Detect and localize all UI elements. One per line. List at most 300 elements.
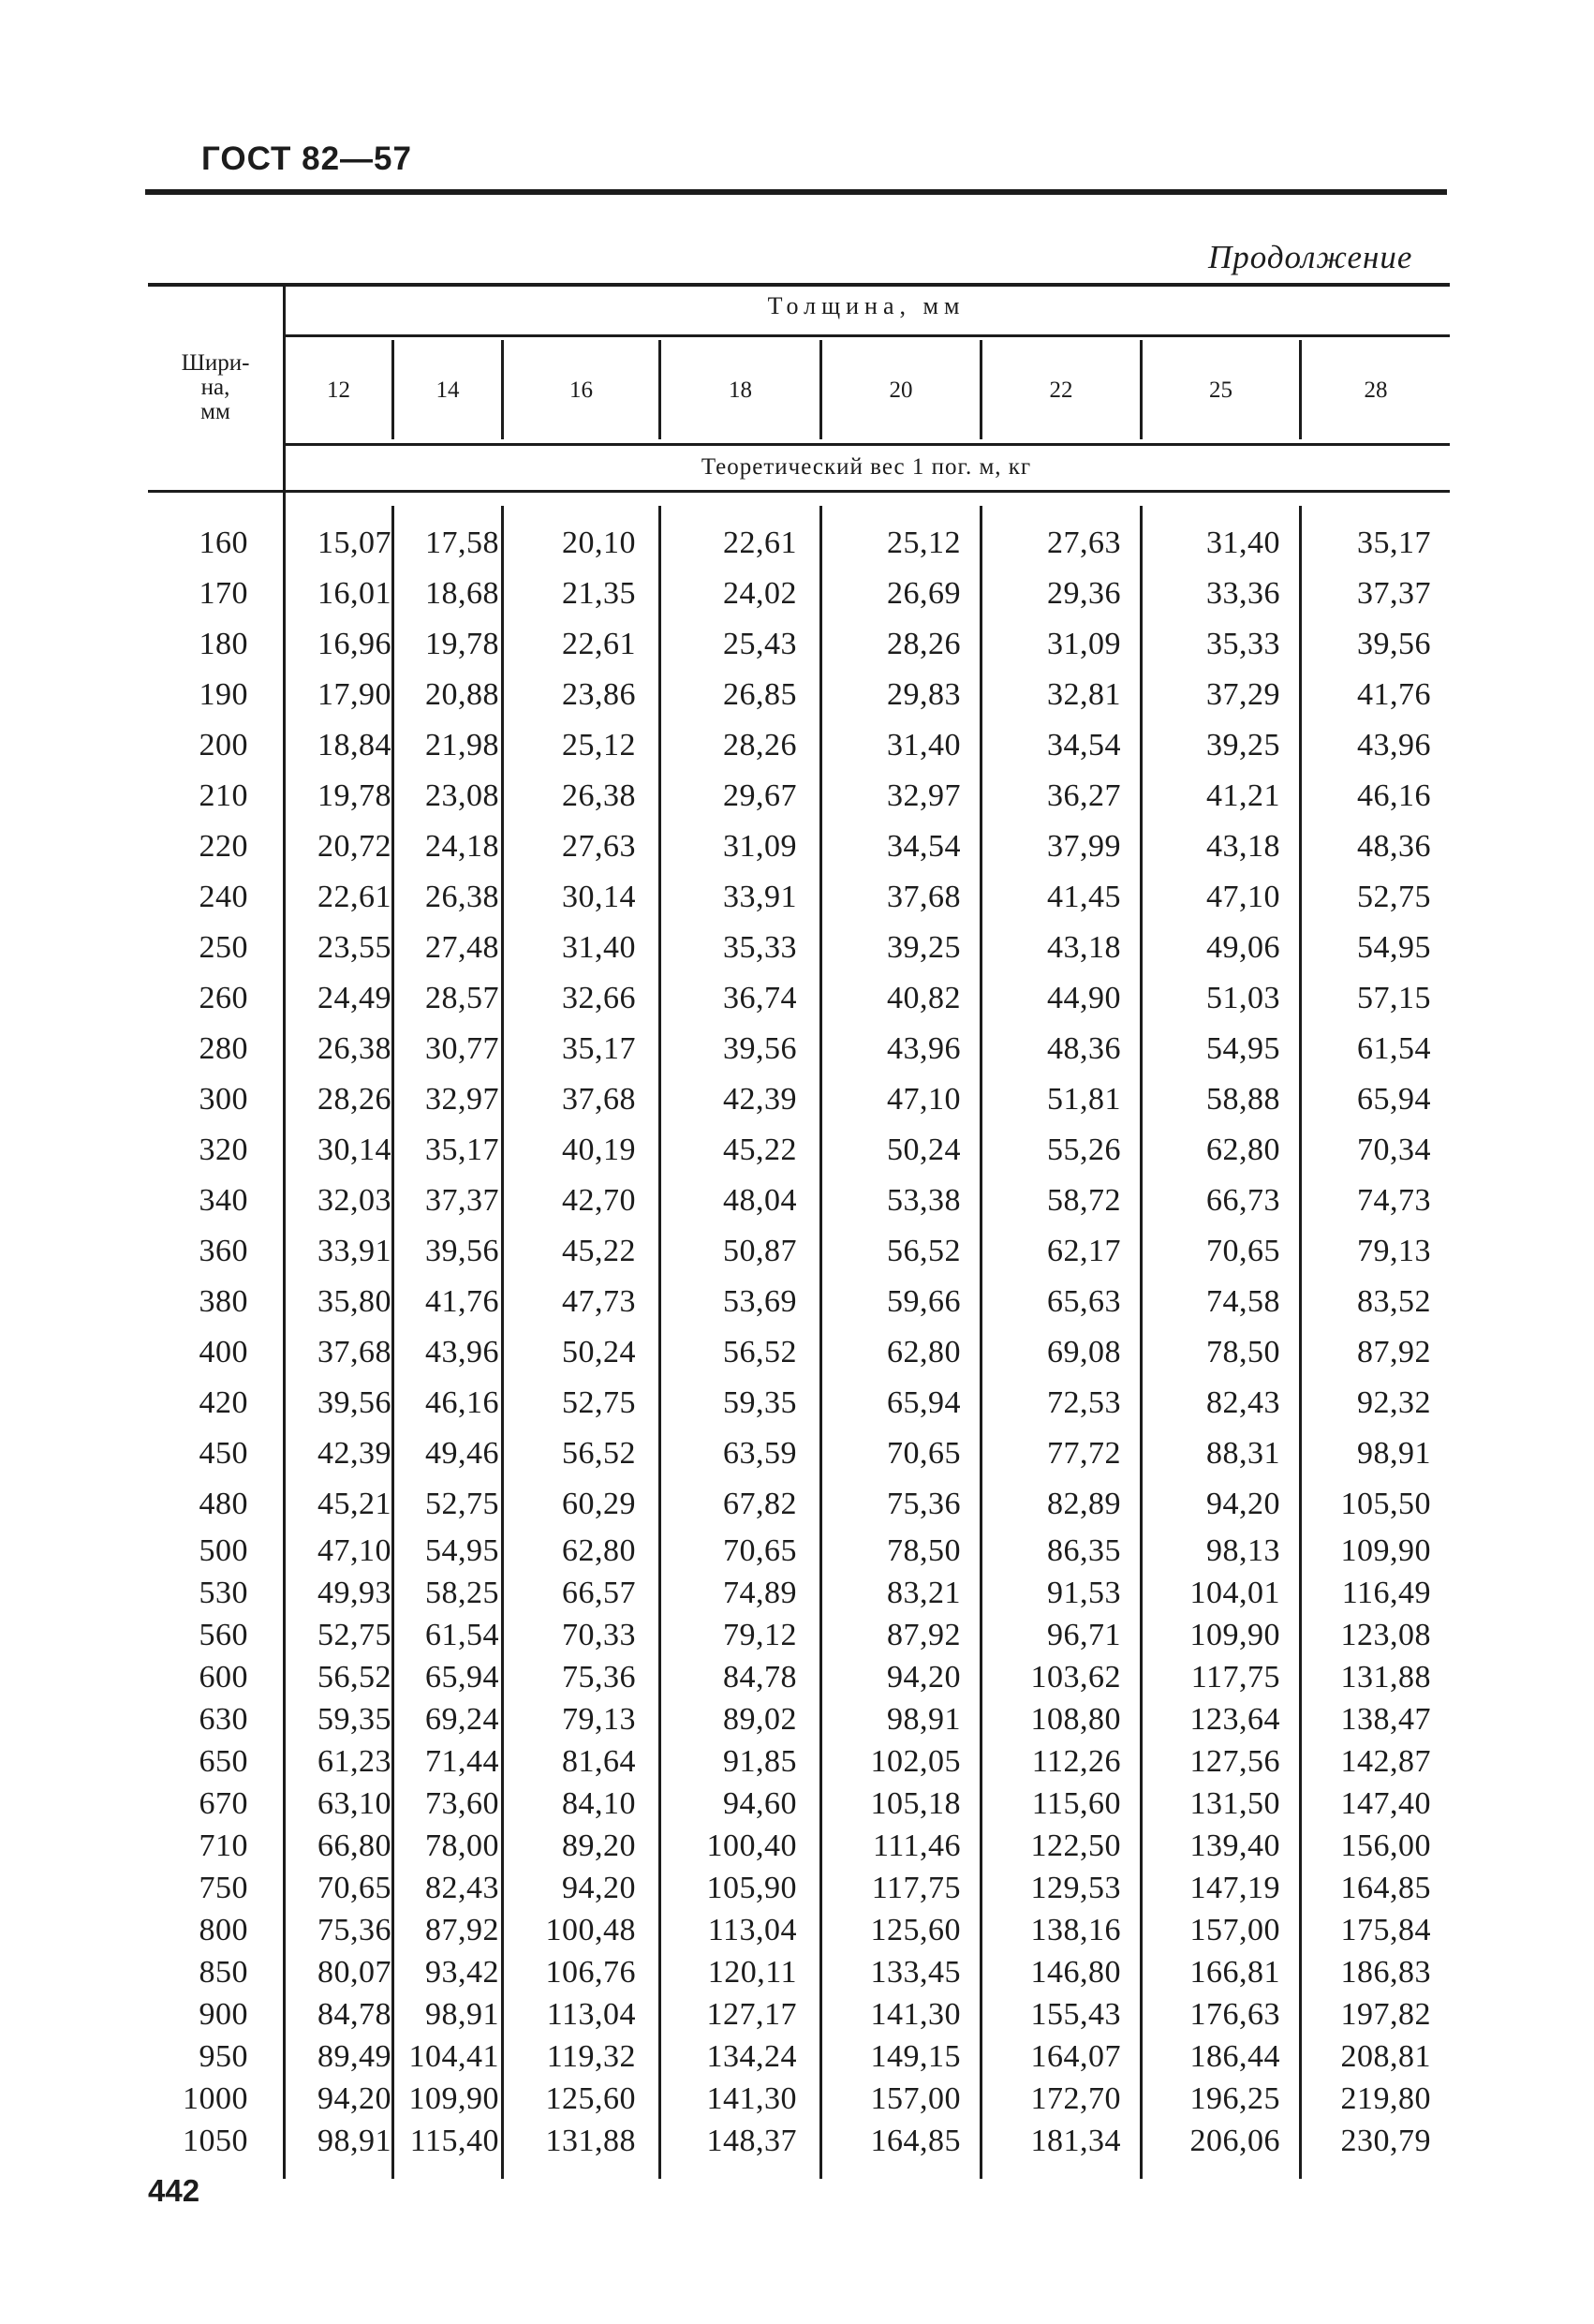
weight-cell: 59,35 (723, 1385, 797, 1420)
weight-cell: 63,10 (317, 1786, 391, 1821)
weight-cell: 29,36 (1047, 576, 1121, 611)
table-row (0, 1327, 1594, 1378)
weight-cell: 28,26 (723, 728, 797, 762)
weight-cell: 74,89 (723, 1576, 797, 1610)
thickness-header: Толщина, мм (767, 292, 966, 319)
weight-cell: 51,03 (1206, 981, 1280, 1015)
weight-cell: 28,57 (425, 981, 499, 1015)
weight-cell: 166,81 (1189, 1955, 1280, 1990)
weight-cell: 93,42 (425, 1955, 499, 1990)
weight-cell: 65,63 (1047, 1284, 1121, 1319)
weight-cell: 84,10 (562, 1786, 636, 1821)
table-row (0, 1226, 1594, 1277)
weight-cell: 72,53 (1047, 1385, 1121, 1420)
weight-cell: 26,69 (887, 576, 961, 611)
column-divider (1140, 340, 1143, 439)
width-cell: 1000 (183, 2081, 248, 2116)
weight-cell: 53,69 (723, 1284, 797, 1319)
width-cell: 360 (199, 1234, 248, 1268)
weight-cell: 35,17 (562, 1031, 636, 1066)
table-row (0, 720, 1594, 771)
table-row (0, 1614, 1594, 1656)
weight-cell: 45,21 (317, 1487, 391, 1521)
page-number: 442 (148, 2173, 200, 2208)
weight-cell: 22,61 (562, 627, 636, 661)
weight-cell: 94,60 (723, 1786, 797, 1821)
weight-cell: 186,83 (1340, 1955, 1431, 1990)
width-cell: 160 (199, 525, 248, 560)
weight-cell: 94,20 (1206, 1487, 1280, 1521)
weight-cell: 30,77 (425, 1031, 499, 1066)
header-bottom-rule (148, 490, 1450, 493)
weight-cell: 43,18 (1047, 930, 1121, 965)
weight-cell: 22,61 (317, 880, 391, 914)
weight-cell: 28,26 (317, 1082, 391, 1117)
width-cell: 170 (199, 576, 248, 611)
weight-cell: 23,86 (562, 677, 636, 712)
weight-cell: 70,65 (887, 1436, 961, 1471)
weight-cell: 70,34 (1357, 1132, 1431, 1167)
weight-cell: 37,37 (425, 1183, 499, 1218)
weight-cell: 32,97 (887, 778, 961, 813)
weight-cell: 63,59 (723, 1436, 797, 1471)
weight-cell: 115,60 (1031, 1786, 1121, 1821)
weight-cell: 125,60 (870, 1913, 961, 1947)
weight-cell: 75,36 (317, 1913, 391, 1947)
weight-cell: 39,25 (887, 930, 961, 965)
weight-cell: 35,80 (317, 1284, 391, 1319)
weight-cell: 33,91 (317, 1234, 391, 1268)
weight-cell: 50,87 (723, 1234, 797, 1268)
thickness-value-header: 18 (729, 377, 752, 403)
column-divider (391, 340, 394, 439)
weight-cell: 100,40 (706, 1828, 797, 1863)
table-row (0, 1825, 1594, 1867)
weight-cell: 78,50 (1206, 1335, 1280, 1369)
weight-cell: 88,31 (1206, 1436, 1280, 1471)
weight-cell: 139,40 (1189, 1828, 1280, 1863)
weight-cell: 26,38 (425, 880, 499, 914)
weight-cell: 91,53 (1047, 1576, 1121, 1610)
weight-cell: 98,91 (1357, 1436, 1431, 1471)
weight-cell: 31,09 (723, 829, 797, 864)
weight-cell: 65,94 (887, 1385, 961, 1420)
weight-cell: 80,07 (317, 1955, 391, 1990)
weight-cell: 98,91 (887, 1702, 961, 1737)
weight-cell: 123,08 (1340, 1618, 1431, 1652)
table-row (0, 822, 1594, 872)
table-row (0, 1993, 1594, 2035)
weight-cell: 56,52 (723, 1335, 797, 1369)
weight-cell: 181,34 (1030, 2124, 1121, 2158)
weight-cell: 52,75 (425, 1487, 499, 1521)
weight-cell: 40,82 (887, 981, 961, 1015)
weight-cell: 103,62 (1030, 1660, 1121, 1695)
table-row (0, 1740, 1594, 1783)
weight-cell: 37,68 (887, 880, 961, 914)
weight-cell: 55,26 (1047, 1132, 1121, 1167)
weight-cell: 37,37 (1357, 576, 1431, 611)
weight-cell: 26,85 (723, 677, 797, 712)
weight-cell: 87,92 (1357, 1335, 1431, 1369)
table-row (0, 1176, 1594, 1226)
weight-cell: 32,81 (1047, 677, 1121, 712)
width-cell: 560 (199, 1618, 248, 1652)
weight-cell: 49,06 (1206, 930, 1280, 965)
weight-cell: 48,36 (1357, 829, 1431, 864)
weight-cell: 164,07 (1030, 2039, 1121, 2074)
weight-cell: 122,50 (1030, 1828, 1121, 1863)
weight-cell: 109,90 (1189, 1618, 1280, 1652)
weight-cell: 94,20 (887, 1660, 961, 1695)
weight-cell: 42,70 (562, 1183, 636, 1218)
weight-cell: 56,52 (317, 1660, 391, 1695)
weight-cell: 133,45 (870, 1955, 961, 1990)
weight-cell: 141,30 (870, 1997, 961, 2032)
weight-cell: 57,15 (1357, 981, 1431, 1015)
weight-cell: 50,24 (887, 1132, 961, 1167)
weight-cell: 84,78 (317, 1997, 391, 2032)
weight-cell: 47,73 (562, 1284, 636, 1319)
weight-cell: 32,03 (317, 1183, 391, 1218)
weight-cell: 53,38 (887, 1183, 961, 1218)
weight-cell: 134,24 (706, 2039, 797, 2074)
weight-cell: 102,05 (870, 1744, 961, 1779)
weight-cell: 69,24 (425, 1702, 499, 1737)
weight-cell: 77,72 (1047, 1436, 1121, 1471)
table-row (0, 1783, 1594, 1825)
weight-cell: 49,93 (317, 1576, 391, 1610)
width-cell: 190 (199, 677, 248, 712)
thickness-value-header: 28 (1364, 377, 1388, 403)
weight-cell: 104,41 (408, 2039, 499, 2074)
table-row (0, 1951, 1594, 1993)
table-row (0, 1909, 1594, 1951)
weight-cell: 157,00 (870, 2081, 961, 2116)
weight-cell: 48,36 (1047, 1031, 1121, 1066)
weight-cell: 25,12 (887, 525, 961, 560)
width-cell: 400 (199, 1335, 248, 1369)
table-row (0, 1572, 1594, 1614)
weight-cell: 172,70 (1030, 2081, 1121, 2116)
weight-cell: 24,49 (317, 981, 391, 1015)
weight-cell: 54,95 (1206, 1031, 1280, 1066)
weight-cell: 94,20 (562, 1871, 636, 1905)
width-cell: 260 (199, 981, 248, 1015)
weight-cell: 91,85 (723, 1744, 797, 1779)
weight-cell: 106,76 (545, 1955, 636, 1990)
weight-cell: 74,58 (1206, 1284, 1280, 1319)
table-row (0, 1479, 1594, 1530)
weight-cell: 49,46 (425, 1436, 499, 1471)
width-cell: 210 (199, 778, 248, 813)
weight-cell: 123,64 (1189, 1702, 1280, 1737)
weight-cell: 82,89 (1047, 1487, 1121, 1521)
weight-cell: 30,14 (562, 880, 636, 914)
thickness-value-header: 25 (1209, 377, 1232, 403)
width-column-header (150, 351, 281, 424)
weight-cell: 105,50 (1340, 1487, 1431, 1521)
width-cell: 1050 (183, 2124, 248, 2158)
weight-cell: 206,06 (1189, 2124, 1280, 2158)
weight-cell: 219,80 (1340, 2081, 1431, 2116)
width-cell: 600 (199, 1660, 248, 1695)
weight-cell: 46,16 (425, 1385, 499, 1420)
weight-cell: 196,25 (1189, 2081, 1280, 2116)
weight-cell: 18,84 (317, 728, 391, 762)
weight-cell: 96,71 (1047, 1618, 1121, 1652)
table-top-rule (148, 283, 1450, 287)
width-cell: 200 (199, 728, 248, 762)
width-cell: 250 (199, 930, 248, 965)
title-rule (145, 189, 1447, 195)
weight-cell: 84,78 (723, 1660, 797, 1695)
weight-cell: 120,11 (707, 1955, 797, 1990)
width-cell: 630 (199, 1702, 248, 1737)
width-cell: 480 (199, 1487, 248, 1521)
weight-cell: 23,55 (317, 930, 391, 965)
weight-cell: 16,01 (317, 576, 391, 611)
table-row (0, 923, 1594, 973)
weight-cell: 23,08 (425, 778, 499, 813)
weight-cell: 54,95 (425, 1533, 499, 1568)
weight-cell: 62,17 (1047, 1234, 1121, 1268)
weight-cell: 42,39 (317, 1436, 391, 1471)
width-cell: 220 (199, 829, 248, 864)
table-row (0, 569, 1594, 619)
weight-cell: 35,33 (1206, 627, 1280, 661)
weight-cell: 89,02 (723, 1702, 797, 1737)
weight-cell: 78,00 (425, 1828, 499, 1863)
width-cell: 320 (199, 1132, 248, 1167)
weight-cell: 155,43 (1030, 1997, 1121, 2032)
width-cell: 280 (199, 1031, 248, 1066)
weight-cell: 142,87 (1340, 1744, 1431, 1779)
weight-cell: 54,95 (1357, 930, 1431, 965)
weight-cell: 39,56 (317, 1385, 391, 1420)
thickness-header-rule (286, 334, 1450, 337)
weight-cell: 71,44 (425, 1744, 499, 1779)
weight-cell: 33,36 (1206, 576, 1280, 611)
weight-cell: 127,17 (706, 1997, 797, 2032)
weight-cell: 21,98 (425, 728, 499, 762)
weight-cell: 32,97 (425, 1082, 499, 1117)
weight-cell: 125,60 (545, 2081, 636, 2116)
width-header-line: мм (200, 399, 230, 424)
weight-cell: 41,21 (1206, 778, 1280, 813)
weight-cell: 29,67 (723, 778, 797, 813)
weight-cell: 19,78 (425, 627, 499, 661)
weight-cell: 100,48 (545, 1913, 636, 1947)
weight-cell: 34,54 (887, 829, 961, 864)
weight-cell: 35,17 (1357, 525, 1431, 560)
weight-cell: 39,56 (1357, 627, 1431, 661)
weight-cell: 112,26 (1031, 1744, 1121, 1779)
weight-cell: 175,84 (1340, 1913, 1431, 1947)
weight-cell: 39,56 (723, 1031, 797, 1066)
width-cell: 900 (199, 1997, 248, 2032)
weight-cell: 86,35 (1047, 1533, 1121, 1568)
weight-cell: 117,75 (1190, 1660, 1280, 1695)
width-cell: 800 (199, 1913, 248, 1947)
weight-cell: 35,33 (723, 930, 797, 965)
width-cell: 850 (199, 1955, 248, 1990)
weight-cell: 89,49 (317, 2039, 391, 2074)
column-divider (658, 340, 661, 439)
weight-cell: 66,80 (317, 1828, 391, 1863)
weight-cell: 157,00 (1189, 1913, 1280, 1947)
weight-cell: 52,75 (317, 1618, 391, 1652)
weight-cell: 75,36 (887, 1487, 961, 1521)
weight-cell: 52,75 (1357, 880, 1431, 914)
weight-cell: 15,07 (317, 525, 391, 560)
weight-cell: 28,26 (887, 627, 961, 661)
weight-cell: 98,13 (1206, 1533, 1280, 1568)
weight-cell: 31,09 (1047, 627, 1121, 661)
weight-cell: 20,88 (425, 677, 499, 712)
weight-cell: 79,12 (723, 1618, 797, 1652)
weight-cell: 186,44 (1189, 2039, 1280, 2074)
thickness-value-header: 22 (1049, 377, 1073, 403)
weight-cell: 61,54 (425, 1618, 499, 1652)
weight-cell: 32,66 (562, 981, 636, 1015)
weight-cell: 129,53 (1030, 1871, 1121, 1905)
weight-cell: 197,82 (1340, 1997, 1431, 2032)
weight-cell: 18,68 (425, 576, 499, 611)
weight-cell: 56,52 (562, 1436, 636, 1471)
weight-cell: 47,10 (1206, 880, 1280, 914)
width-cell: 380 (199, 1284, 248, 1319)
weight-cell: 58,88 (1206, 1082, 1280, 1117)
weight-cell: 17,90 (317, 677, 391, 712)
table-row (0, 1024, 1594, 1074)
weight-cell: 131,88 (1340, 1660, 1431, 1695)
weight-cell: 31,40 (562, 930, 636, 965)
column-divider (980, 340, 982, 439)
weight-cell: 59,35 (317, 1702, 391, 1737)
weight-cell: 82,43 (425, 1871, 499, 1905)
weight-cell: 21,35 (562, 576, 636, 611)
weight-cell: 208,81 (1340, 2039, 1431, 2074)
weight-cell: 44,90 (1047, 981, 1121, 1015)
weight-cell: 83,21 (887, 1576, 961, 1610)
weight-cell: 82,43 (1206, 1385, 1280, 1420)
weight-cell: 87,92 (887, 1618, 961, 1652)
weight-cell: 147,40 (1340, 1786, 1431, 1821)
weight-cell: 22,61 (723, 525, 797, 560)
weight-cell: 61,54 (1357, 1031, 1431, 1066)
weight-cell: 35,17 (425, 1132, 499, 1167)
width-cell: 650 (199, 1744, 248, 1779)
width-cell: 450 (199, 1436, 248, 1471)
width-cell: 240 (199, 880, 248, 914)
weight-cell: 147,19 (1189, 1871, 1280, 1905)
weight-cell: 62,80 (562, 1533, 636, 1568)
weight-header-rule (286, 443, 1450, 446)
weight-cell: 69,08 (1047, 1335, 1121, 1369)
weight-cell: 50,24 (562, 1335, 636, 1369)
document-title: ГОСТ 82—57 (201, 141, 412, 177)
weight-cell: 156,00 (1340, 1828, 1431, 1863)
weight-cell: 65,94 (425, 1660, 499, 1695)
width-cell: 300 (199, 1082, 248, 1117)
weight-cell: 17,58 (425, 525, 499, 560)
weight-cell: 92,32 (1357, 1385, 1431, 1420)
weight-cell: 131,88 (545, 2124, 636, 2158)
weight-cell: 83,52 (1357, 1284, 1431, 1319)
weight-cell: 40,19 (562, 1132, 636, 1167)
weight-cell: 43,96 (1357, 728, 1431, 762)
weight-cell: 41,76 (425, 1284, 499, 1319)
table-row (0, 670, 1594, 720)
table-row (0, 1530, 1594, 1572)
weight-cell: 70,65 (317, 1871, 391, 1905)
weight-cell: 25,43 (723, 627, 797, 661)
weight-cell: 230,79 (1340, 2124, 1431, 2158)
weight-cell: 164,85 (870, 2124, 961, 2158)
weight-cell: 67,82 (723, 1487, 797, 1521)
weight-cell: 19,78 (317, 778, 391, 813)
weight-cell: 27,63 (1047, 525, 1121, 560)
weight-cell: 58,72 (1047, 1183, 1121, 1218)
weight-cell: 47,10 (887, 1082, 961, 1117)
weight-cell: 105,90 (706, 1871, 797, 1905)
table-row (0, 1656, 1594, 1698)
weight-cell: 27,63 (562, 829, 636, 864)
weight-cell: 24,02 (723, 576, 797, 611)
table-row (0, 2078, 1594, 2120)
weight-cell: 34,54 (1047, 728, 1121, 762)
table-row (0, 1125, 1594, 1176)
weight-cell: 43,96 (425, 1335, 499, 1369)
weight-cell: 87,92 (425, 1913, 499, 1947)
weight-cell: 104,01 (1189, 1576, 1280, 1610)
table-row (0, 1378, 1594, 1428)
weight-cell: 31,40 (1206, 525, 1280, 560)
weight-cell: 138,16 (1030, 1913, 1121, 1947)
weight-cell: 109,90 (1340, 1533, 1431, 1568)
width-cell: 340 (199, 1183, 248, 1218)
weight-cell: 43,18 (1206, 829, 1280, 864)
width-cell: 950 (199, 2039, 248, 2074)
weight-cell: 29,83 (887, 677, 961, 712)
weight-cell: 59,66 (887, 1284, 961, 1319)
weight-cell: 98,91 (317, 2124, 391, 2158)
weight-cell: 27,48 (425, 930, 499, 965)
width-cell: 180 (199, 627, 248, 661)
weight-cell: 149,15 (870, 2039, 961, 2074)
weight-cell: 70,65 (1206, 1234, 1280, 1268)
weight-cell: 89,20 (562, 1828, 636, 1863)
weight-cell: 164,85 (1340, 1871, 1431, 1905)
weight-cell: 41,76 (1357, 677, 1431, 712)
width-cell: 670 (199, 1786, 248, 1821)
weight-cell: 79,13 (562, 1702, 636, 1737)
thickness-value-header: 20 (889, 377, 913, 403)
weight-cell: 98,91 (425, 1997, 499, 2032)
weight-cell: 70,33 (562, 1618, 636, 1652)
weight-cell: 20,10 (562, 525, 636, 560)
table-row (0, 872, 1594, 923)
weight-cell: 138,47 (1340, 1702, 1431, 1737)
thickness-value-header: 12 (327, 377, 350, 403)
weight-cell: 61,23 (317, 1744, 391, 1779)
weight-cell: 36,27 (1047, 778, 1121, 813)
weight-cell: 37,29 (1206, 677, 1280, 712)
column-divider (819, 340, 822, 439)
weight-cell: 39,56 (425, 1234, 499, 1268)
weight-cell: 24,18 (425, 829, 499, 864)
